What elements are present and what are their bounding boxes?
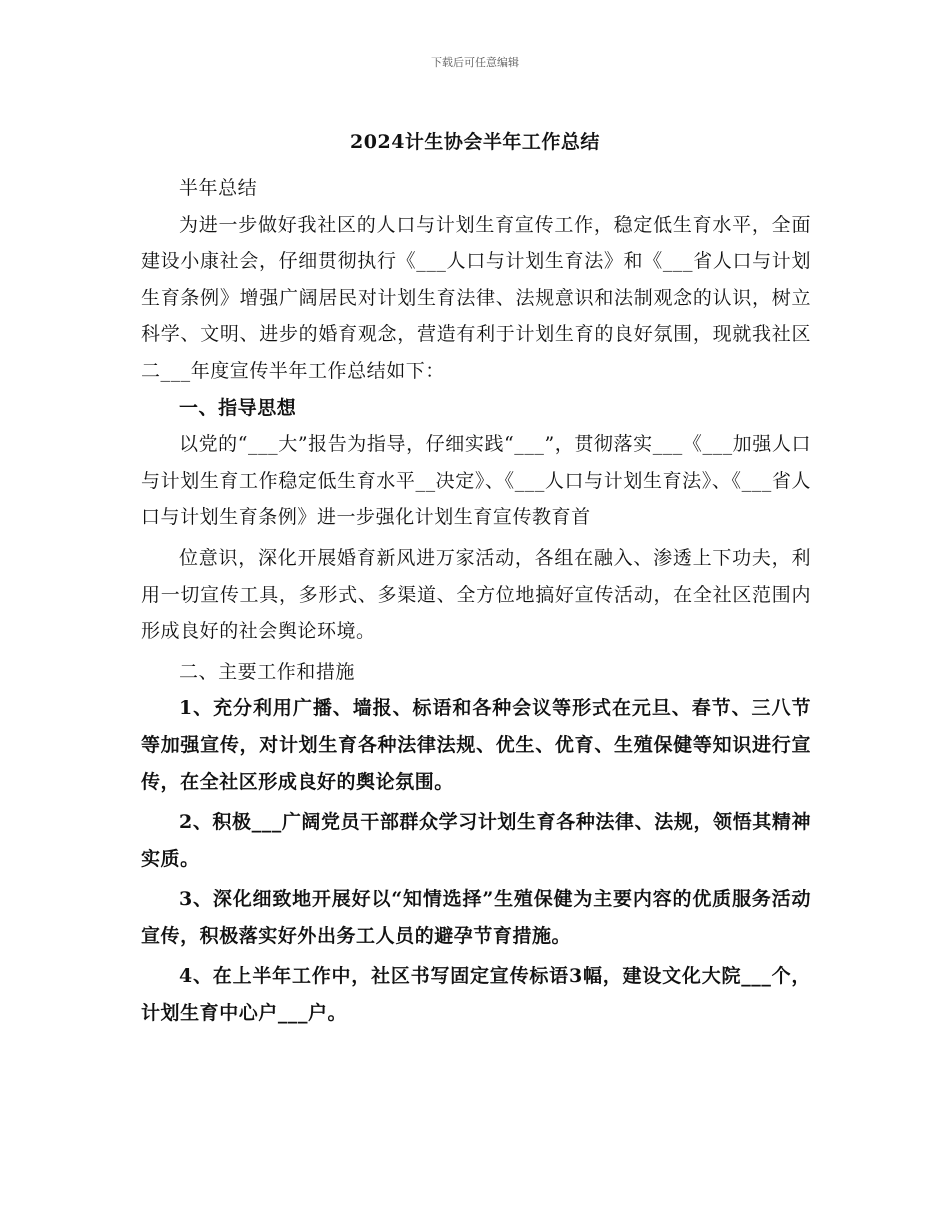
paragraph-guiding-2: 位意识，深化开展婚育新风进万家活动，各组在融入、渗透上下功夫，利用一切宣传工具，多形式、多渠道、全方位地搞好宣传活动，在全社区范围内形成良好的社会舆论环境。 bbox=[141, 546, 811, 643]
section-heading-1: 一、指导思想 bbox=[179, 396, 297, 419]
measure-item-2: 2、积极___广阔党员干部群众学习计划生育各种法律、法规，领悟其精神实质。 bbox=[141, 811, 811, 870]
paragraph-guiding-1: 以党的“___大”报告为指导，仔细实践“___”，贯彻落实___《___加强人口与计划生育工作稳定低生育水平__决定》、《___人口与计划生育法》、《___省人口与计划生育条例》进一步强化计划生育宣传教育首 bbox=[141, 433, 811, 529]
paragraph-intro: 为进一步做好我社区的人口与计划生育宣传工作，稳定低生育水平，全面建设小康社会，仔细贯彻执行《___人口与计划生育法》和《___省人口与计划生育条例》增强广阔居民对计划生育法律、法规意识和法制观念的认识，树立科学、文明、进步的婚育观念，营造有利于计划生育的良好氛围，现就我社区二___年度宣传半年工作总结如下： bbox=[141, 213, 811, 382]
measure-item-3: 3、深化细致地开展好以“知情选择”生殖保健为主要内容的优质服务活动宣传，积极落实好外出务工人员的避孕节育措施。 bbox=[141, 888, 811, 947]
document-title: 2024计生协会半年工作总结 bbox=[350, 131, 600, 153]
document-body bbox=[141, 170, 811, 1032]
header-note: 下载后可任意编辑 bbox=[431, 56, 519, 69]
measure-item-1: 1、充分利用广播、墙报、标语和各种会议等形式在元旦、春节、三八节等加强宣传，对计划生育各种法律法规、优生、优育、生殖保健等知识进行宣传，在全社区形成良好的舆论氛围。 bbox=[141, 697, 811, 793]
section-heading-2: 二、主要工作和措施 bbox=[179, 660, 355, 683]
paragraph-subtitle: 半年总结 bbox=[179, 177, 258, 199]
measure-item-4: 4、在上半年工作中，社区书写固定宣传标语3幅，建设文化大院___个，计划生育中心户___户。 bbox=[141, 965, 811, 1025]
